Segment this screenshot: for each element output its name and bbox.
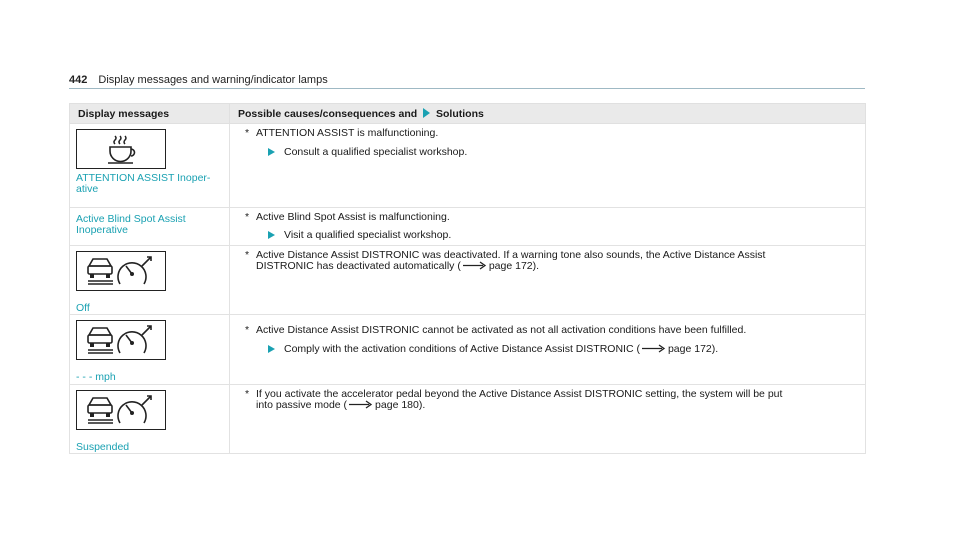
distance-assist-icon xyxy=(76,390,166,430)
header-rule xyxy=(69,88,865,89)
cause-text: ATTENTION ASSIST is malfunctioning. xyxy=(256,127,439,139)
page-header-title: Display messages and warning/indicator lamps xyxy=(98,74,328,86)
table-header-row xyxy=(70,104,866,124)
display-message-cell xyxy=(70,246,230,315)
solution-text-part: Comply with the activation conditions of Active Distance Assist DISTRONIC ( xyxy=(284,343,640,355)
cause-item xyxy=(242,389,857,411)
display-messages-table xyxy=(69,103,866,454)
display-message-cell xyxy=(70,385,230,454)
bullet-mark: * xyxy=(245,211,250,223)
message-label xyxy=(76,214,229,236)
page-reference[interactable]: page 180). xyxy=(375,399,426,411)
table-row xyxy=(70,124,866,208)
page-header xyxy=(69,74,328,86)
bullet-mark: * xyxy=(245,127,250,139)
solution-arrow-icon xyxy=(268,148,275,156)
cause-item xyxy=(242,212,857,223)
col-header-causes-solutions xyxy=(230,104,866,124)
display-message-cell xyxy=(70,315,230,385)
page-reference-arrow-icon xyxy=(349,400,373,409)
cause-cell xyxy=(230,315,866,385)
display-message-cell xyxy=(70,124,230,208)
solution-arrow-icon xyxy=(268,345,275,353)
page-reference[interactable]: page 172). xyxy=(667,343,719,355)
cause-text-part: DISTRONIC has deactivated automatically ( xyxy=(256,260,461,272)
table-row xyxy=(70,208,866,246)
bullet-mark: * xyxy=(245,388,250,400)
coffee-cup-icon xyxy=(76,129,166,169)
solution-text xyxy=(268,344,718,355)
bullet-mark: * xyxy=(245,324,250,336)
col-header-display-messages: Display messages xyxy=(70,104,230,124)
message-label: Off xyxy=(76,302,90,314)
cause-cell xyxy=(230,208,866,246)
table-row xyxy=(70,385,866,454)
cause-item xyxy=(242,250,857,272)
distance-assist-icon xyxy=(76,251,166,291)
solution-arrow-icon xyxy=(268,231,275,239)
cause-text: Active Distance Assist DISTRONIC was deactivated. If a warning tone also sounds, the Active Distance Assist xyxy=(256,249,766,261)
page-reference-arrow-icon xyxy=(642,344,666,353)
cause-item xyxy=(242,325,857,336)
cause-text: Active Distance Assist DISTRONIC cannot be activated as not all activation conditions have been fulfilled. xyxy=(256,324,747,336)
table-row xyxy=(70,315,866,385)
bullet-mark: * xyxy=(245,249,250,261)
cause-text xyxy=(256,261,857,272)
distance-assist-icon xyxy=(76,320,166,360)
solution-text: Consult a qualified specialist workshop. xyxy=(284,146,468,158)
message-label-line: Inoperative xyxy=(76,224,128,236)
cause-cell xyxy=(230,385,866,454)
cause-item xyxy=(242,128,857,139)
page-reference-arrow-icon xyxy=(463,261,487,270)
cause-text: Active Blind Spot Assist is malfunctioning. xyxy=(256,211,450,223)
cause-text xyxy=(256,400,857,411)
table-row xyxy=(70,246,866,315)
col-header-suffix: Solutions xyxy=(436,107,484,120)
col-header-prefix: Possible causes/consequences and xyxy=(238,107,418,120)
cause-cell xyxy=(230,246,866,315)
solution-item xyxy=(242,230,857,241)
cause-cell xyxy=(230,124,866,208)
message-label: Suspended xyxy=(76,441,130,453)
solution-arrow-icon xyxy=(423,108,430,118)
solution-text: Visit a qualified specialist workshop. xyxy=(284,229,452,241)
message-label-line: Active Blind Spot Assist xyxy=(76,213,186,225)
solution-item xyxy=(242,344,857,355)
page-number: 442 xyxy=(69,74,88,86)
display-message-cell xyxy=(70,208,230,246)
cause-text: If you activate the accelerator pedal beyond the Active Distance Assist DISTRONIC setting, the system will be put xyxy=(256,388,783,400)
page-reference[interactable]: page 172). xyxy=(488,260,540,272)
message-label: ATTENTION ASSIST Inoper-ative xyxy=(76,172,211,195)
solution-item xyxy=(242,147,857,158)
message-label: - - - mph xyxy=(76,371,116,383)
cause-text-part: into passive mode ( xyxy=(256,399,348,411)
